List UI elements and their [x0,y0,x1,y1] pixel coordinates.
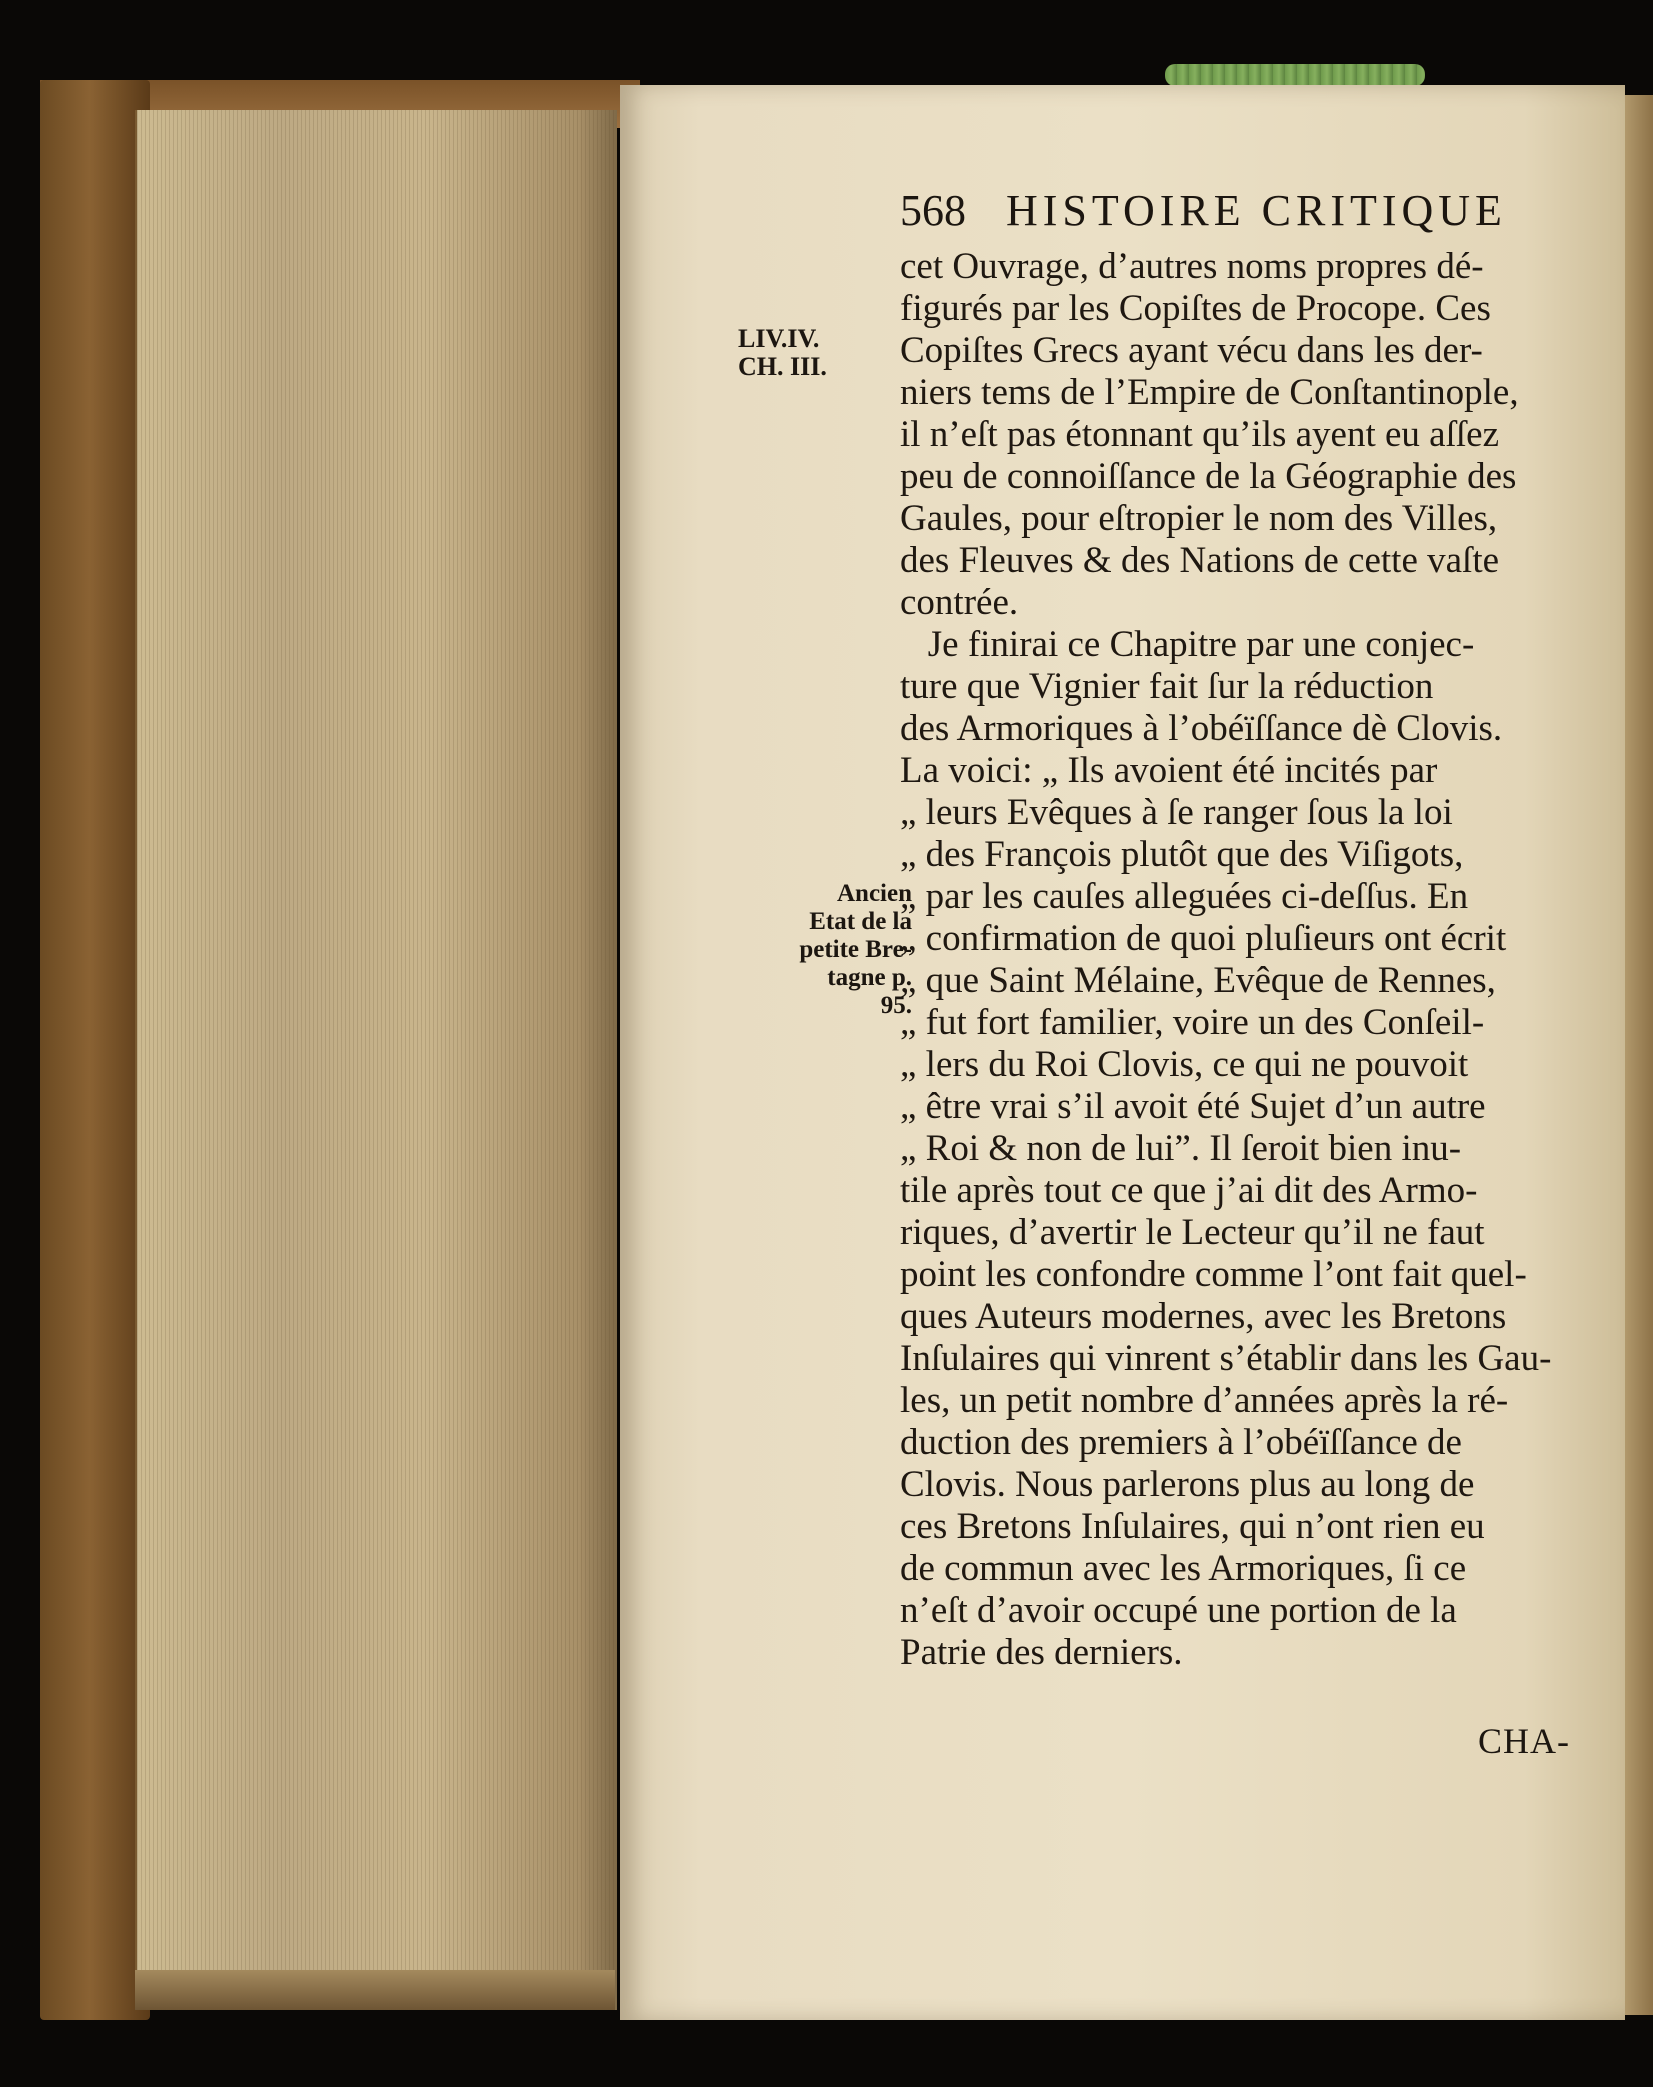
body-text [900,246,1600,1674]
text-line: point les confondre comme l’ont fait quel- [900,1254,1527,1295]
text-line: „ par les cauſes alleguées ci-deſſus. En [900,876,1469,917]
text-line: de commun avec les Armoriques, ſi ce [900,1548,1467,1589]
text-line: Clovis. Nous parlerons plus au long de [900,1464,1475,1505]
margin-note-line: Etat de la [809,908,912,935]
text-line: duction des premiers à l’obéïſſance de [900,1422,1462,1463]
margin-note-line: 95. [880,992,912,1019]
catchword: CHA- [1478,1721,1570,1761]
text-line: figurés par les Copiſtes de Procope. Ces [900,288,1491,329]
text-line: n’eſt d’avoir occupé une portion de la [900,1590,1457,1631]
text-line: cet Ouvrage, d’autres noms propres dé- [900,246,1484,287]
text-line: ture que Vignier fait ſur la réduction [900,666,1434,707]
margin-reference [738,325,827,381]
margin-reference-book: LIV.IV. [738,324,820,353]
page-number: 568 [900,186,966,235]
margin-note-line: tagne p. [827,964,912,991]
text-line: „ être vrai s’il avoit été Sujet d’un autre [900,1086,1486,1127]
margin-note-line: petite Bre- [799,936,912,963]
text-line: niers tems de l’Empire de Conſtantinople, [900,372,1519,413]
text-line: tile après tout ce que j’ai dit des Armo- [900,1170,1478,1211]
text-line: les, un petit nombre d’années après la ré- [900,1380,1509,1421]
text-line: „ leurs Evêques à ſe ranger ſous la loi [900,792,1453,833]
margin-note-line: Ancien [837,880,912,907]
page-fore-edge [135,110,617,2010]
running-head [900,185,1507,236]
text-line: „ lers du Roi Clovis, ce qui ne pouvoit [900,1044,1469,1085]
text-line: Patrie des derniers. [900,1632,1183,1673]
ribbon-bookmark [1165,64,1425,86]
text-line: „ Roi & non de lui”. Il ſeroit bien inu- [900,1128,1462,1169]
text-line: Je finirai ce Chapitre par une conjec- [900,624,1475,665]
text-line: il n’eſt pas étonnant qu’ils ayent eu aſſez [900,414,1499,455]
text-line: „ des François plutôt que des Viſigots, [900,834,1464,875]
text-line: „ que Saint Mélaine, Evêque de Rennes, [900,960,1496,1001]
text-line: „ confirmation de quoi pluſieurs ont écrit [900,918,1507,959]
page-fore-edge-bottom [135,1970,615,2010]
text-line: ces Bretons Inſulaires, qui n’ont rien eu [900,1506,1485,1547]
text-line: des Armoriques à l’obéïſſance dè Clovis. [900,708,1503,749]
text-line: contrée. [900,582,1019,623]
text-line: Copiſtes Grecs ayant vécu dans les der- [900,330,1483,371]
text-line: peu de connoiſſance de la Géographie des [900,456,1517,497]
margin-reference-chapter: CH. III. [738,352,827,381]
text-line: „ fut fort familier, voire un des Conſeil- [900,1002,1485,1043]
text-line: Inſulaires qui vinrent s’établir dans les Gau- [900,1338,1552,1379]
text-line: Gaules, pour eſtropier le nom des Villes, [900,498,1498,539]
text-line: ques Auteurs modernes, avec les Bretons [900,1296,1507,1337]
margin-note [782,880,912,1020]
text-line: riques, d’avertir le Lecteur qu’il ne faut [900,1212,1485,1253]
text-line: La voici: „ Ils avoient été incités par [900,750,1438,791]
text-line: des Fleuves & des Nations de cette vaſte [900,540,1500,581]
running-title: HISTOIRE CRITIQUE [1006,186,1507,235]
book-cover-edge [40,80,150,2020]
